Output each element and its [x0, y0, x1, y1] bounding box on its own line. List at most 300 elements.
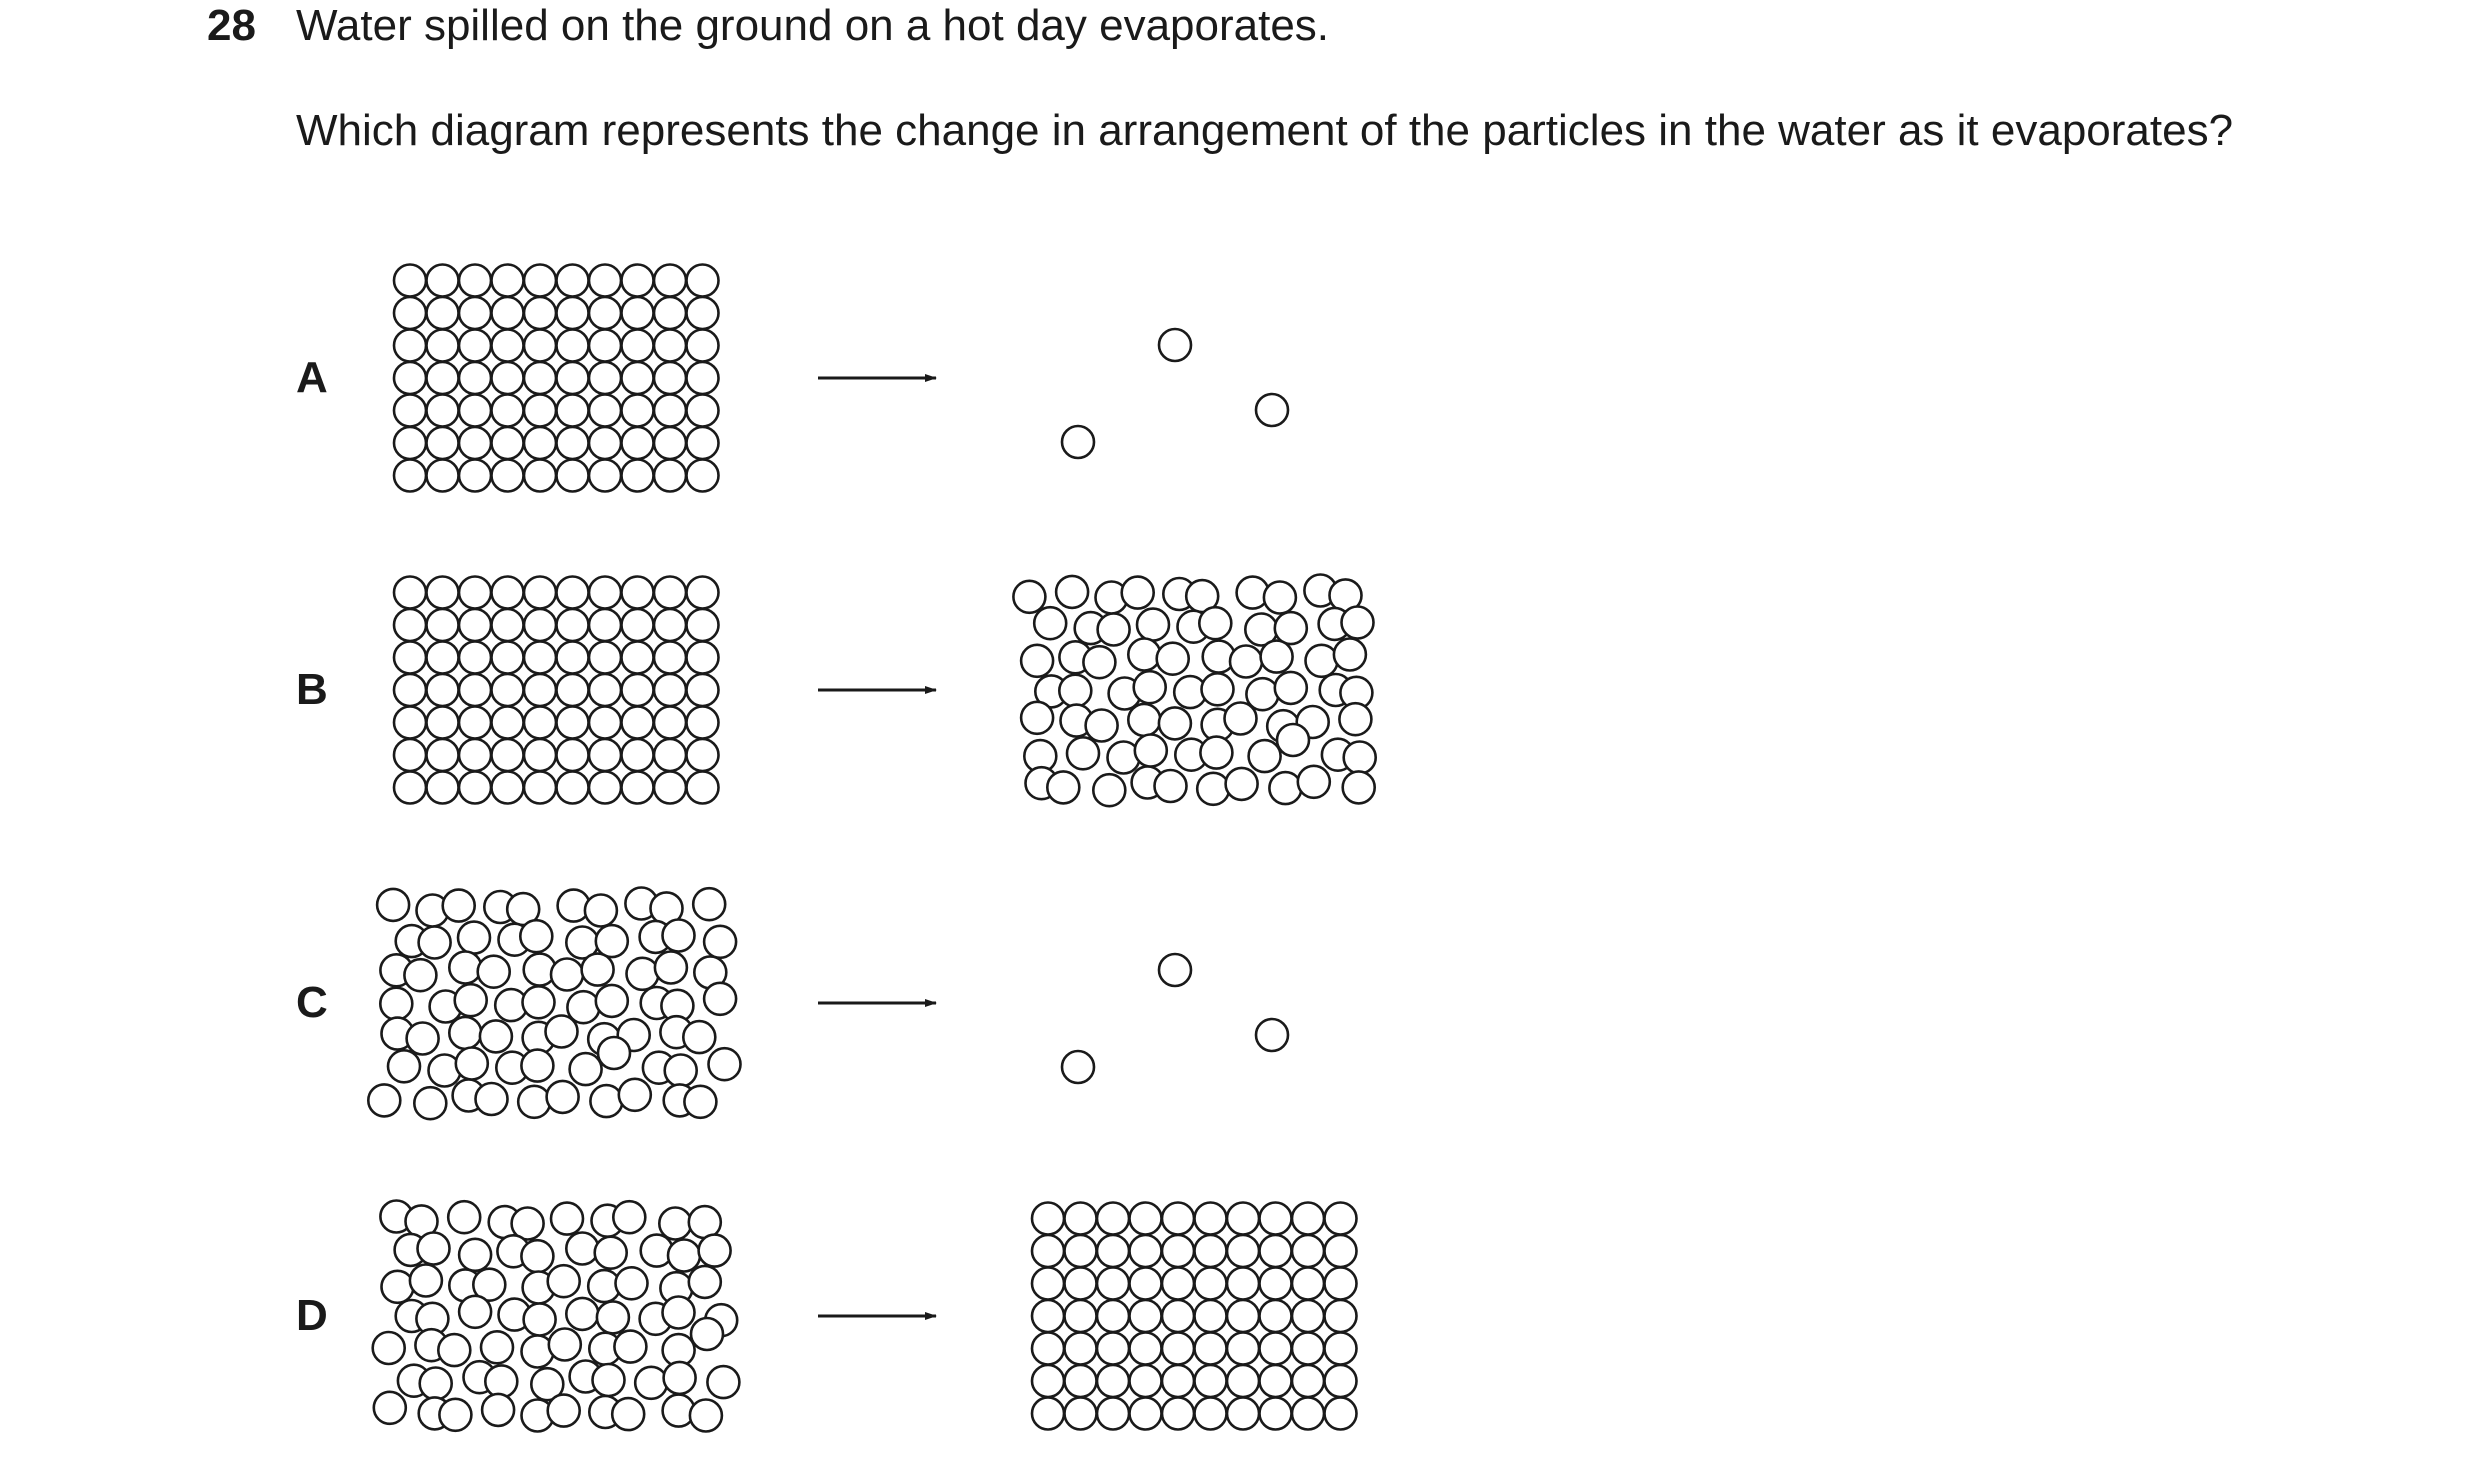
particle	[427, 395, 459, 427]
particle	[687, 642, 719, 674]
particle	[394, 772, 426, 804]
particle	[459, 577, 491, 609]
particle	[478, 956, 510, 988]
particle	[1292, 1365, 1324, 1397]
particle	[622, 609, 654, 641]
particle	[524, 1304, 556, 1336]
particle	[427, 707, 459, 739]
question-number: 28	[207, 1, 256, 50]
particle	[1130, 1333, 1162, 1365]
particle	[589, 577, 621, 609]
particle	[459, 395, 491, 427]
particle	[1098, 614, 1130, 646]
particle	[382, 1271, 414, 1303]
particle	[427, 772, 459, 804]
particle	[668, 1240, 700, 1272]
particle	[388, 1050, 420, 1082]
particle	[524, 707, 556, 739]
particle	[427, 460, 459, 492]
particle	[687, 330, 719, 362]
particle	[1067, 737, 1099, 769]
particle	[1065, 1300, 1097, 1332]
particle	[687, 265, 719, 297]
particle	[622, 739, 654, 771]
particle	[394, 297, 426, 329]
particle	[394, 427, 426, 459]
particle	[589, 707, 621, 739]
particle	[1202, 673, 1234, 705]
particle	[1159, 329, 1191, 361]
particle	[1065, 1398, 1097, 1430]
particle	[622, 642, 654, 674]
particle	[557, 362, 589, 394]
particle	[420, 1368, 452, 1400]
particle	[394, 460, 426, 492]
particle	[459, 1239, 491, 1271]
particle	[1162, 1300, 1194, 1332]
particle	[589, 330, 621, 362]
particle	[1086, 710, 1118, 742]
particle	[459, 739, 491, 771]
particle	[524, 674, 556, 706]
particle	[627, 958, 659, 990]
particle	[1325, 1203, 1357, 1235]
particle	[589, 674, 621, 706]
particle	[524, 642, 556, 674]
particle	[566, 1233, 598, 1265]
particle	[1122, 577, 1154, 609]
particle	[485, 1365, 517, 1397]
after-particles-c	[1062, 954, 1288, 1083]
particle	[1292, 1268, 1324, 1300]
particle	[1065, 1333, 1097, 1365]
particle	[1032, 1300, 1064, 1332]
option-label-d[interactable]: D	[296, 1291, 328, 1340]
question-stem: Water spilled on the ground on a hot day evaporates.	[296, 1, 1330, 50]
particle	[459, 427, 491, 459]
particle	[439, 1399, 471, 1431]
particle	[1325, 1300, 1357, 1332]
particle	[546, 1016, 578, 1048]
particle	[492, 362, 524, 394]
particle	[663, 920, 695, 952]
particle	[1134, 671, 1166, 703]
particle	[622, 772, 654, 804]
particle	[492, 265, 524, 297]
particle	[1342, 607, 1374, 639]
particle	[1135, 735, 1167, 767]
particle	[1256, 1019, 1288, 1051]
particle	[635, 1367, 667, 1399]
particle	[1200, 737, 1232, 769]
particle	[1130, 1268, 1162, 1300]
particle	[1225, 703, 1257, 735]
particle	[707, 1366, 739, 1398]
particle	[1199, 607, 1231, 639]
particle	[377, 889, 409, 921]
particle	[589, 609, 621, 641]
particle	[664, 1362, 696, 1394]
particle	[687, 362, 719, 394]
particle	[1325, 1268, 1357, 1300]
option-row-d	[373, 1201, 1357, 1432]
particle	[1227, 1398, 1259, 1430]
particle	[492, 577, 524, 609]
particle	[704, 983, 736, 1015]
particle	[1334, 639, 1366, 671]
particle	[427, 674, 459, 706]
particle	[1065, 1235, 1097, 1267]
particle	[622, 460, 654, 492]
particle	[622, 577, 654, 609]
option-row-a	[394, 265, 1288, 492]
particle	[1344, 742, 1376, 774]
particle	[654, 609, 686, 641]
particle	[459, 460, 491, 492]
particle	[613, 1201, 645, 1233]
particle	[1260, 1203, 1292, 1235]
particle	[492, 674, 524, 706]
particle	[492, 297, 524, 329]
particle	[476, 1083, 508, 1115]
particle	[589, 427, 621, 459]
particle	[459, 297, 491, 329]
particle	[699, 1235, 731, 1267]
particle	[1292, 1300, 1324, 1332]
particle	[557, 739, 589, 771]
particle	[1056, 576, 1088, 608]
particle	[1260, 1333, 1292, 1365]
particle	[557, 330, 589, 362]
particle	[687, 772, 719, 804]
particle	[1093, 774, 1125, 806]
particle	[427, 297, 459, 329]
particle	[1325, 1365, 1357, 1397]
particle	[524, 362, 556, 394]
particle	[1260, 1268, 1292, 1300]
particle	[654, 297, 686, 329]
particle	[693, 888, 725, 920]
particle	[1097, 1333, 1129, 1365]
particle	[654, 577, 686, 609]
particle	[622, 427, 654, 459]
particle	[1227, 1300, 1259, 1332]
particle	[394, 707, 426, 739]
particle	[689, 1266, 721, 1298]
particle	[1032, 1333, 1064, 1365]
particle	[518, 1086, 550, 1118]
particle	[622, 674, 654, 706]
particle	[410, 1265, 442, 1297]
option-label-c[interactable]: C	[296, 978, 328, 1027]
particle	[557, 460, 589, 492]
particle	[654, 772, 686, 804]
particle	[619, 1079, 651, 1111]
particle	[654, 427, 686, 459]
after-particles-b	[1013, 575, 1375, 807]
particle	[684, 1086, 716, 1118]
particle	[1137, 609, 1169, 641]
particle	[654, 265, 686, 297]
particle	[1227, 1365, 1259, 1397]
particle	[1155, 770, 1187, 802]
particle	[687, 395, 719, 427]
particle	[459, 1296, 491, 1328]
particle	[1230, 646, 1262, 678]
particle	[1034, 607, 1066, 639]
particle	[654, 362, 686, 394]
particle	[492, 772, 524, 804]
particle	[1032, 1398, 1064, 1430]
before-particles-d	[373, 1201, 740, 1432]
particle	[404, 959, 436, 991]
particle	[589, 265, 621, 297]
particle	[458, 922, 490, 954]
particle	[492, 739, 524, 771]
particle	[524, 427, 556, 459]
particle	[709, 1048, 741, 1080]
particle	[1227, 1268, 1259, 1300]
particle	[427, 577, 459, 609]
particle	[1269, 772, 1301, 804]
particle	[1130, 1365, 1162, 1397]
particle	[616, 1267, 648, 1299]
option-label-b[interactable]: B	[296, 665, 328, 714]
particle	[427, 739, 459, 771]
before-particles-a	[394, 265, 719, 492]
particle	[1325, 1235, 1357, 1267]
particle	[1227, 1203, 1259, 1235]
particle	[687, 577, 719, 609]
particle	[597, 1301, 629, 1333]
question-prompt: Which diagram represents the change in arrangement of the particles in the water as it evaporates?	[296, 106, 2234, 155]
particle	[1162, 1268, 1194, 1300]
particle	[654, 642, 686, 674]
particle	[482, 1394, 514, 1426]
particle	[687, 297, 719, 329]
particle	[687, 460, 719, 492]
particle	[1062, 1051, 1094, 1083]
particle	[1298, 766, 1330, 798]
particle	[419, 927, 451, 959]
particle	[566, 1298, 598, 1330]
particle	[557, 707, 589, 739]
particle	[1261, 641, 1293, 673]
particle	[1249, 740, 1281, 772]
particle	[492, 395, 524, 427]
particle	[492, 707, 524, 739]
particle	[683, 1021, 715, 1053]
particle	[1065, 1203, 1097, 1235]
particle	[1162, 1203, 1194, 1235]
particle	[523, 986, 555, 1018]
particle	[1013, 581, 1045, 613]
particle	[1162, 1235, 1194, 1267]
particle	[394, 362, 426, 394]
particle	[548, 1265, 580, 1297]
particle	[394, 265, 426, 297]
particle	[481, 1331, 513, 1363]
particle	[443, 890, 475, 922]
particle	[1130, 1203, 1162, 1235]
particle	[596, 925, 628, 957]
particle	[394, 674, 426, 706]
particle	[1059, 675, 1091, 707]
particle	[1260, 1398, 1292, 1430]
particle	[414, 1087, 446, 1119]
particle	[427, 330, 459, 362]
after-particles-a	[1062, 329, 1288, 458]
particle	[557, 427, 589, 459]
particle	[1021, 702, 1053, 734]
particle	[557, 674, 589, 706]
particle	[1062, 426, 1094, 458]
particle	[596, 985, 628, 1017]
particle	[1292, 1398, 1324, 1430]
particle	[1130, 1235, 1162, 1267]
particle	[655, 952, 687, 984]
particle	[1162, 1333, 1194, 1365]
particle	[549, 1329, 581, 1361]
particle	[1097, 1203, 1129, 1235]
particle	[687, 674, 719, 706]
particle	[394, 642, 426, 674]
particle	[1130, 1300, 1162, 1332]
particle	[1032, 1268, 1064, 1300]
particle	[654, 739, 686, 771]
particle	[427, 609, 459, 641]
particle	[492, 330, 524, 362]
particle	[590, 1085, 622, 1117]
particle	[1195, 1203, 1227, 1235]
option-row-b	[394, 575, 1376, 807]
particle	[1292, 1203, 1324, 1235]
particle	[459, 330, 491, 362]
particle	[1032, 1235, 1064, 1267]
particle	[1195, 1235, 1227, 1267]
particle	[1264, 582, 1296, 614]
before-particles-c	[368, 888, 740, 1120]
particle	[665, 1055, 697, 1087]
particle	[595, 1237, 627, 1269]
particle	[459, 362, 491, 394]
particle	[687, 739, 719, 771]
particle	[612, 1398, 644, 1430]
particle	[1260, 1365, 1292, 1397]
particle	[427, 427, 459, 459]
particle	[557, 297, 589, 329]
particle	[654, 330, 686, 362]
particle	[691, 1318, 723, 1350]
particle	[374, 1392, 406, 1424]
particle	[524, 330, 556, 362]
particle	[557, 395, 589, 427]
particle	[456, 1048, 488, 1080]
particle	[1260, 1300, 1292, 1332]
particle	[1343, 771, 1375, 803]
particle	[368, 1084, 400, 1116]
particle	[1195, 1300, 1227, 1332]
particle	[524, 265, 556, 297]
particle	[492, 609, 524, 641]
particle	[1097, 1398, 1129, 1430]
particle	[1047, 771, 1079, 803]
particle	[1195, 1398, 1227, 1430]
particle	[1275, 672, 1307, 704]
particle	[687, 427, 719, 459]
particle	[551, 1203, 583, 1235]
particle	[557, 772, 589, 804]
particle	[589, 460, 621, 492]
particle	[438, 1334, 470, 1366]
particle	[394, 609, 426, 641]
particle	[1325, 1398, 1357, 1430]
particle	[1159, 954, 1191, 986]
particle	[582, 954, 614, 986]
particle	[480, 1020, 512, 1052]
particle	[1065, 1365, 1097, 1397]
particle	[557, 642, 589, 674]
particle	[1130, 1398, 1162, 1430]
particle	[1306, 645, 1338, 677]
option-label-a[interactable]: A	[296, 353, 328, 402]
particle	[622, 297, 654, 329]
particle	[459, 707, 491, 739]
particle	[557, 265, 589, 297]
particle	[394, 739, 426, 771]
particle	[1128, 639, 1160, 671]
after-particles-d	[1032, 1203, 1357, 1430]
particle	[1032, 1203, 1064, 1235]
particle	[380, 988, 412, 1020]
particle	[492, 642, 524, 674]
particle	[459, 265, 491, 297]
particle	[1021, 645, 1053, 677]
particle	[557, 577, 589, 609]
particle	[394, 577, 426, 609]
particle	[1097, 1268, 1129, 1300]
before-particles-b	[394, 577, 719, 804]
particle	[622, 265, 654, 297]
particle	[1275, 612, 1307, 644]
particle	[394, 395, 426, 427]
particle	[1325, 1333, 1357, 1365]
particle	[407, 1023, 439, 1055]
particle	[570, 1053, 602, 1085]
particle	[1065, 1268, 1097, 1300]
particle	[1227, 1235, 1259, 1267]
particle	[521, 1240, 553, 1272]
particle	[589, 642, 621, 674]
particle	[1097, 1300, 1129, 1332]
particle	[585, 895, 617, 927]
particle	[1195, 1268, 1227, 1300]
particle	[1195, 1333, 1227, 1365]
particle	[449, 952, 481, 984]
particle	[459, 674, 491, 706]
particle	[524, 395, 556, 427]
particle	[689, 1206, 721, 1238]
particle	[1097, 1235, 1129, 1267]
particle	[622, 362, 654, 394]
particle	[704, 926, 736, 958]
particle	[459, 609, 491, 641]
particle	[547, 1081, 579, 1113]
particle	[654, 707, 686, 739]
particle	[687, 707, 719, 739]
particle	[524, 739, 556, 771]
particle	[654, 395, 686, 427]
